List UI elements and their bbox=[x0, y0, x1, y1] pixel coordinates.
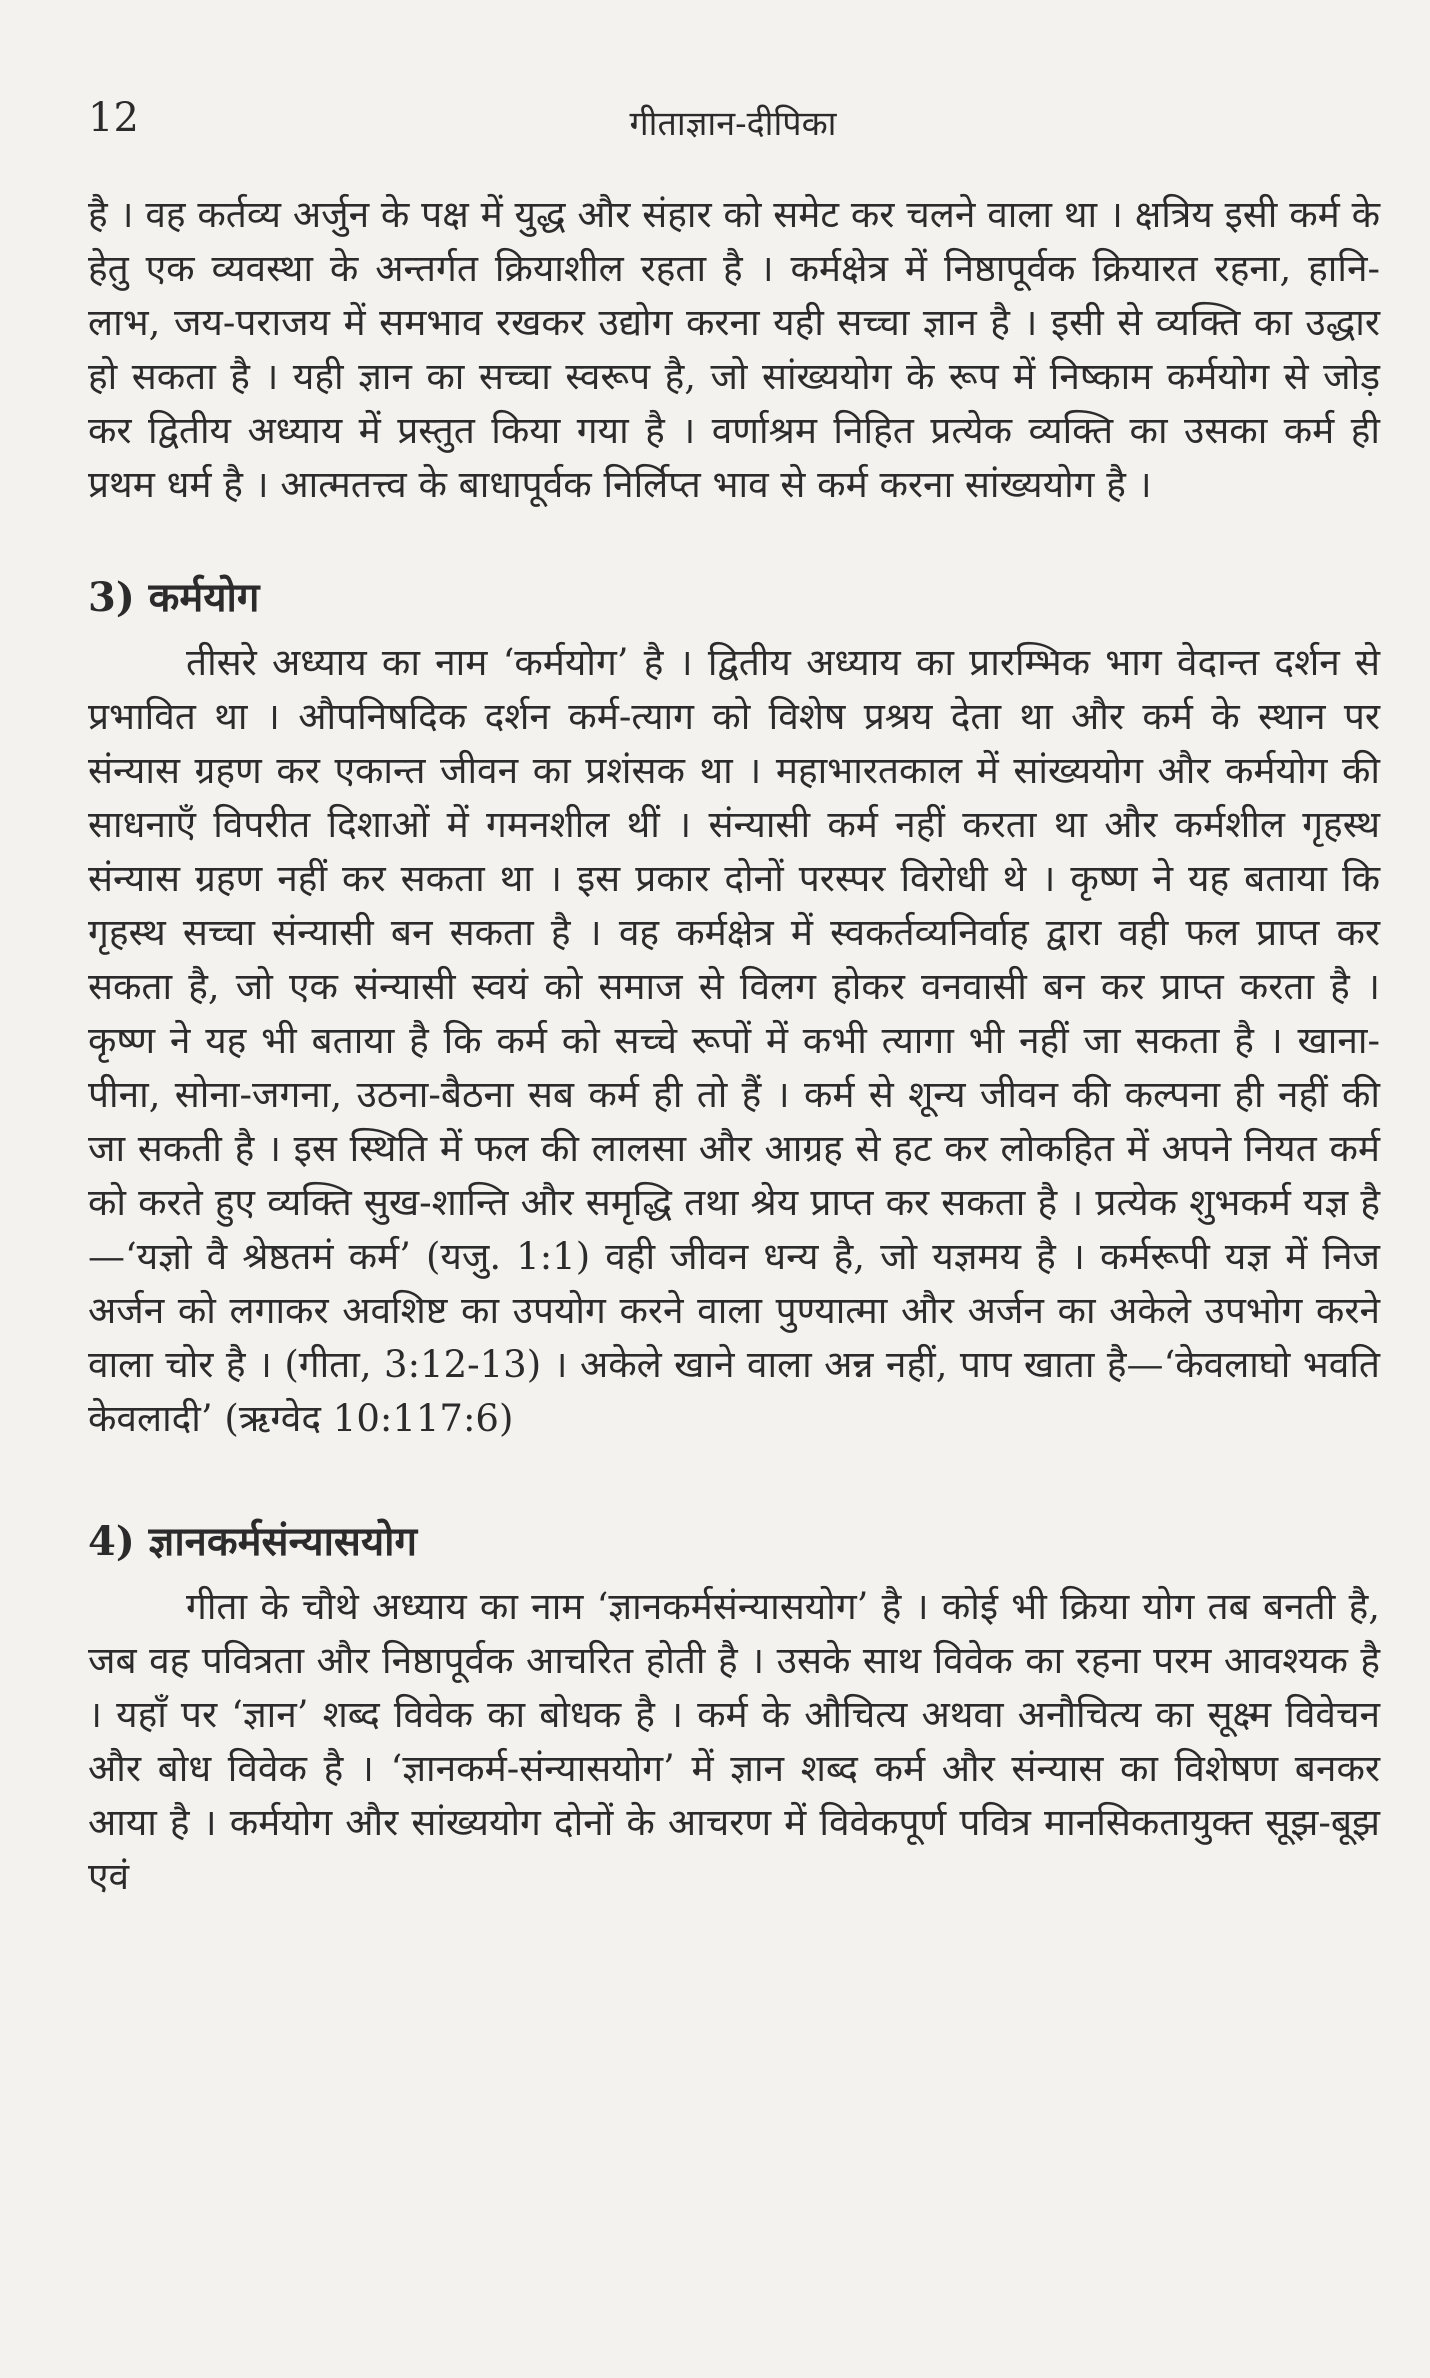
page-number: 12 bbox=[88, 95, 139, 141]
body-paragraph: है । वह कर्तव्य अर्जुन के पक्ष में युद्ध और संहार को समेट कर चलने वाला था । क्षत्रिय इसी कर्म के हेतु एक व्यवस्था के अन्तर्गत क्रियाशील रहता है । कर्मक्षेत्र में निष्ठापूर्वक क्रियारत रहना, हानि-लाभ, जय-पराजय में समभाव रखकर उद्योग करना यही सच्चा ज्ञान है । इसी से व्यक्ति का उद्धार हो सकता है । यही ज्ञान का सच्चा स्वरूप है, जो सांख्ययोग के रूप में निष्काम कर्मयोग से जोड़ कर द्वितीय अध्याय में प्रस्तुत किया गया है । वर्णाश्रम निहित प्रत्येक व्यक्ति का उसका कर्म ही प्रथम धर्म है । आत्मतत्त्व के बाधापूर्वक निर्लिप्त भाव से कर्म करना सांख्ययोग है । bbox=[88, 193, 1380, 506]
section-heading: 3) कर्मयोग bbox=[88, 574, 260, 621]
section-heading: 4) ज्ञानकर्मसंन्यासयोग bbox=[88, 1518, 418, 1565]
body-paragraph: गीता के चौथे अध्याय का नाम ‘ज्ञानकर्मसंन्यासयोग’ है । कोई भी क्रिया योग तब बनती है, जब वह पवित्रता और निष्ठापूर्वक आचरित होती है । उसके साथ विवेक का रहना परम आवश्यक है । यहाँ पर ‘ज्ञान’ शब्द विवेक का बोधक है । कर्म के औचित्य अथवा अनौचित्य का सूक्ष्म विवेचन और बोध विवेक है । ‘ज्ञानकर्म-संन्यासयोग’ में ज्ञान शब्द कर्म और संन्यास का विशेषण बनकर आया है । कर्मयोग और सांख्ययोग दोनों के आचरण में विवेकपूर्ण पवित्र मानसिकतायुक्त सूझ-बूझ एवं bbox=[88, 1585, 1380, 1898]
page-body bbox=[88, 188, 1380, 1904]
running-title: गीताज्ञान-दीपिका bbox=[629, 104, 837, 144]
page-header bbox=[88, 95, 1378, 155]
body-paragraph: तीसरे अध्याय का नाम ‘कर्मयोग’ है । द्वितीय अध्याय का प्रारम्भिक भाग वेदान्त दर्शन से प्रभावित था । औपनिषदिक दर्शन कर्म-त्याग को विशेष प्रश्रय देता था और कर्म के स्थान पर संन्यास ग्रहण कर एकान्त जीवन का प्रशंसक था । महाभारतकाल में सांख्ययोग और कर्मयोग की साधनाएँ विपरीत दिशाओं में गमनशील थीं । संन्यासी कर्म नहीं करता था और कर्मशील गृहस्थ संन्यास ग्रहण नहीं कर सकता था । इस प्रकार दोनों परस्पर विरोधी थे । कृष्ण ने यह बताया कि गृहस्थ सच्चा संन्यासी बन सकता है । वह कर्मक्षेत्र में स्वकर्तव्यनिर्वाह द्वारा वही फल प्राप्त कर सकता है, जो एक संन्यासी स्वयं को समाज से विलग होकर वनवासी बन कर प्राप्त करता है । कृष्ण ने यह भी बताया है कि कर्म को सच्चे रूपों में कभी त्यागा भी नहीं जा सकता है । खाना-पीना, सोना-जगना, उठना-बैठना सब कर्म ही तो हैं । कर्म से शून्य जीवन की कल्पना ही नहीं की जा सकती है । इस स्थिति में फल की लालसा और आग्रह से हट कर लोकहित में अपने नियत कर्म को करते हुए व्यक्ति सुख-शान्ति और समृद्धि तथा श्रेय प्राप्त कर सकता है । प्रत्येक शुभकर्म यज्ञ है—‘यज्ञो वै श्रेष्ठतमं कर्म’ (यजु. 1:1) वही जीवन धन्य है, जो यज्ञमय है । कर्मरूपी यज्ञ में निज अर्जन को लगाकर अवशिष्ट का उपयोग करने वाला पुण्यात्मा और अर्जन का अकेले उपभोग करने वाला चोर है । (गीता, 3:12-13) । अकेले खाने वाला अन्न नहीं, पाप खाता है—‘केवलाघो भवति केवलादी’ (ऋग्वेद 10:117:6) bbox=[88, 641, 1380, 1440]
